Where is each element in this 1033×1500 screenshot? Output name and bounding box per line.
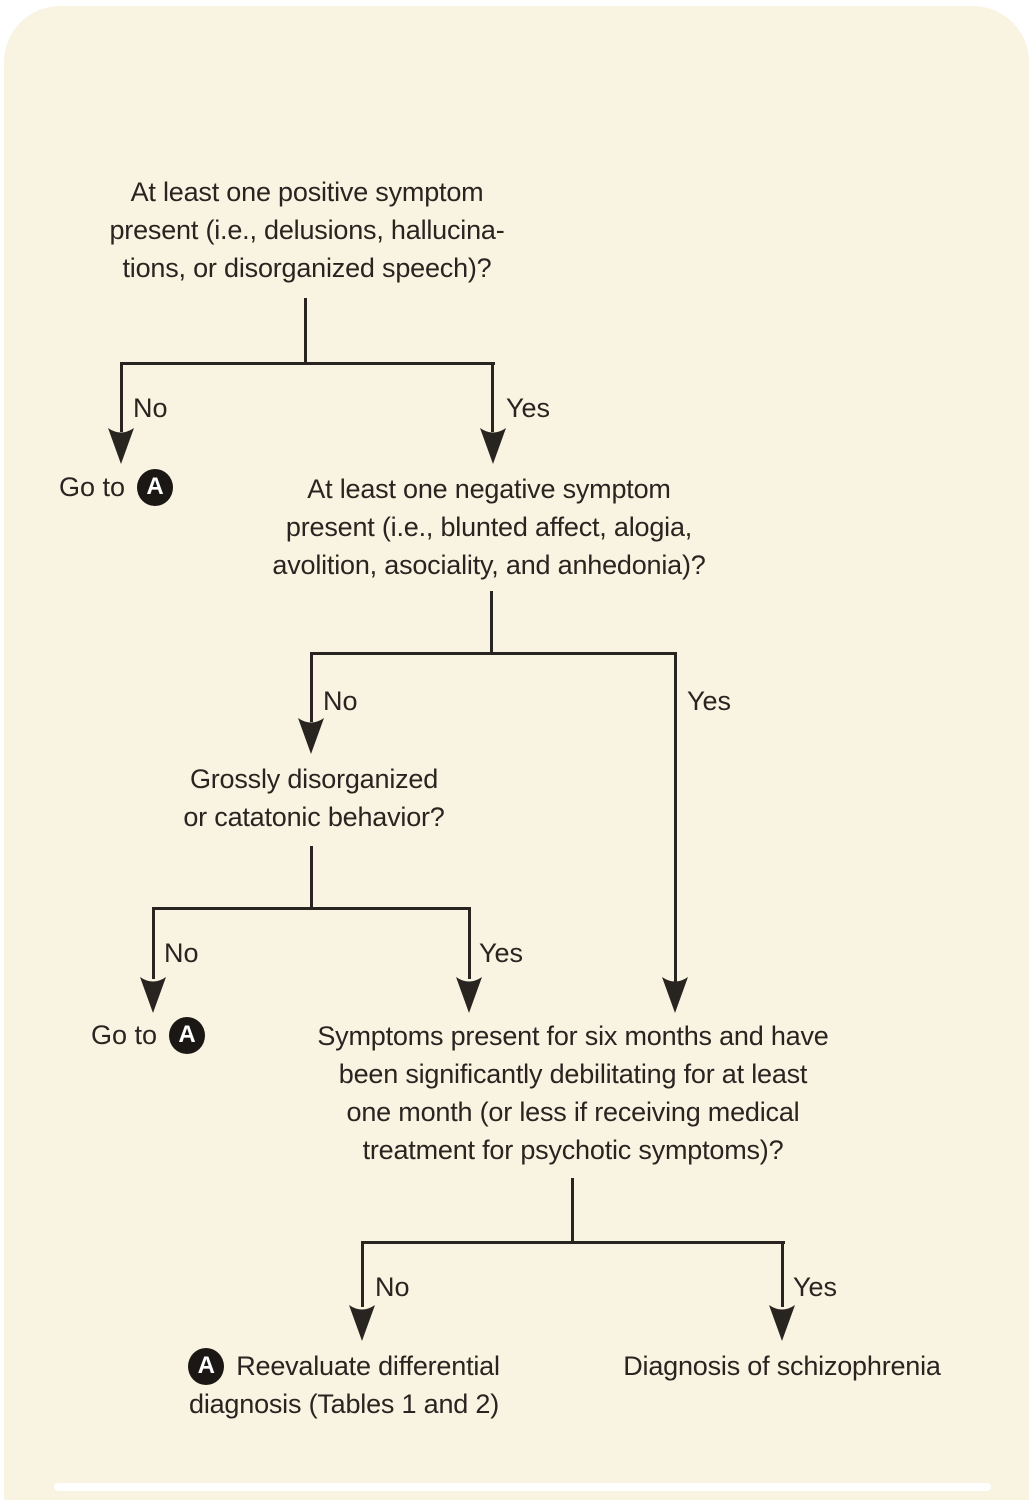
connector-branch1-yes-drop bbox=[491, 362, 494, 432]
decision-six-months-line: treatment for psychotic symptoms)? bbox=[362, 1135, 784, 1165]
decision-disorganized-behavior-line: or catatonic behavior? bbox=[183, 802, 445, 832]
arrowhead-down-icon bbox=[108, 428, 134, 464]
arrowhead-down-icon bbox=[769, 1305, 795, 1341]
decision-six-months bbox=[267, 1017, 879, 1169]
connector-q3-stem bbox=[310, 846, 313, 910]
connector-q4-stem bbox=[571, 1178, 574, 1244]
bottom-divider bbox=[54, 1483, 991, 1491]
branch2-no-label: No bbox=[323, 686, 358, 716]
branch1-no-label: No bbox=[133, 393, 168, 423]
branch1-yes-label: Yes bbox=[506, 393, 551, 423]
result-schizophrenia bbox=[582, 1347, 982, 1385]
decision-negative-symptom-line: present (i.e., blunted affect, alogia, bbox=[285, 512, 693, 542]
decision-negative-symptom bbox=[234, 470, 744, 584]
connector-branch4-bar bbox=[361, 1241, 785, 1244]
decision-negative-symptom-line: avolition, asociality, and anhedonia)? bbox=[272, 550, 706, 580]
connector-branch4-no-drop bbox=[361, 1241, 364, 1307]
decision-positive-symptom bbox=[52, 173, 562, 287]
goto-a-first bbox=[59, 468, 173, 506]
decision-positive-symptom-line: At least one positive symptom bbox=[130, 177, 484, 207]
arrowhead-down-icon bbox=[140, 977, 166, 1013]
goto-a-second-label: Go to bbox=[91, 1020, 158, 1050]
result-reevaluate-line: Reevaluate differential bbox=[236, 1351, 500, 1381]
arrowhead-down-icon bbox=[298, 718, 324, 754]
arrowhead-down-icon bbox=[662, 977, 688, 1013]
result-reevaluate bbox=[129, 1347, 559, 1423]
goto-a-second bbox=[91, 1016, 205, 1054]
connector-branch3-no-drop bbox=[152, 907, 155, 979]
connector-branch2-yes-drop bbox=[674, 652, 677, 983]
arrowhead-down-icon bbox=[456, 977, 482, 1013]
connector-branch1-bar bbox=[120, 362, 495, 365]
branch2-yes-label: Yes bbox=[687, 686, 732, 716]
goto-a-first-label: Go to bbox=[59, 472, 126, 502]
connector-q1-stem bbox=[304, 298, 307, 363]
decision-disorganized-behavior-line: Grossly disorganized bbox=[189, 764, 439, 794]
branch3-no-label: No bbox=[164, 938, 199, 968]
decision-six-months-line: been significantly debilitating for at least bbox=[338, 1059, 808, 1089]
decision-six-months-line: Symptoms present for six months and have bbox=[317, 1021, 829, 1051]
decision-positive-symptom-line: tions, or disorganized speech)? bbox=[122, 253, 492, 283]
branch4-no-label: No bbox=[375, 1272, 410, 1302]
flowchart-card bbox=[4, 6, 1029, 1500]
decision-positive-symptom-line: present (i.e., delusions, hallucina- bbox=[109, 215, 505, 245]
badge-a-icon: A bbox=[169, 1017, 205, 1054]
decision-six-months-line: one month (or less if receiving medical bbox=[346, 1097, 800, 1127]
result-reevaluate-line: diagnosis (Tables 1 and 2) bbox=[189, 1389, 499, 1419]
result-schizophrenia-label: Diagnosis of schizophrenia bbox=[623, 1351, 941, 1381]
badge-a-icon: A bbox=[137, 469, 173, 506]
connector-branch2-no-drop bbox=[310, 652, 313, 722]
connector-branch1-no-drop bbox=[120, 362, 123, 432]
decision-negative-symptom-line: At least one negative symptom bbox=[307, 474, 671, 504]
connector-q2-stem bbox=[490, 591, 493, 655]
badge-a-icon: A bbox=[188, 1348, 224, 1385]
decision-disorganized-behavior bbox=[164, 760, 464, 836]
arrowhead-down-icon bbox=[480, 428, 506, 464]
connector-branch4-yes-drop bbox=[781, 1241, 784, 1307]
connector-branch3-yes-drop bbox=[468, 907, 471, 979]
branch3-yes-label: Yes bbox=[479, 938, 524, 968]
connector-branch2-bar bbox=[310, 652, 677, 655]
connector-branch3-bar bbox=[152, 907, 471, 910]
arrowhead-down-icon bbox=[349, 1305, 375, 1341]
branch4-yes-label: Yes bbox=[793, 1272, 838, 1302]
